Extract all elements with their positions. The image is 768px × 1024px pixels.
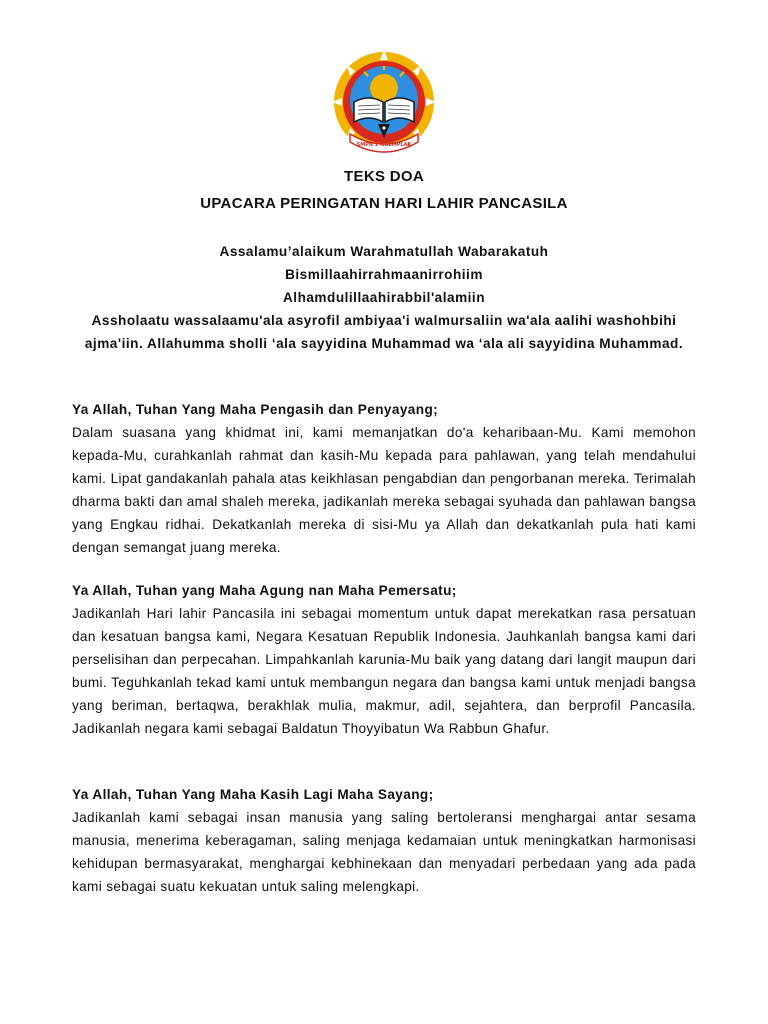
greeting-hamdalah: Alhamdulillaahirabbil'alamiin bbox=[282, 290, 486, 305]
section-heading: Ya Allah, Tuhan Yang Maha Kasih Lagi Maha Sayang; bbox=[72, 787, 434, 802]
document-subtitle: UPACARA PERINGATAN HARI LAHIR PANCASILA bbox=[200, 195, 568, 212]
prayer-section-2 bbox=[72, 579, 696, 740]
logo-text: SMPN 2 NGEMPLAK bbox=[356, 142, 412, 148]
prayer-section-3 bbox=[72, 783, 696, 898]
greeting-sholawat: Assholaatu wassalaamu'ala asyrofil ambiyaa'i walmursaliin wa'ala aalihi washohbihi ajma'iin. Allahumma sholli ‘ala sayyidina Muhammad wa ‘ala ali sayyidina Muhammad. bbox=[84, 313, 684, 351]
section-body: Jadikanlah Hari lahir Pancasila ini sebagai momentum untuk dapat merekatkan rasa persatuan dan kesatuan bangsa kami, Negara Kesatuan Republik Indonesia. Jauhkanlah bangsa kami dari perselisihan dan perpecahan. Limpahkanlah karunia-Mu baik yang datang dari langit maupun dari bumi. Teguhkanlah tekad kami untuk membangun negara dan bangsa kami untuk menjadi bangsa yang beriman, bertaqwa, berakhlak mulia, makmur, adil, sejahtera, dan berprofil Pancasila. Jadikanlah negara kami sebagai Baldatun Thoyyibatun Wa Rabbun Ghafur. bbox=[72, 606, 696, 736]
prayer-section-1 bbox=[72, 398, 696, 559]
greeting-salam: Assalamu’alaikum Warahmatullah Wabarakatuh bbox=[219, 244, 549, 259]
section-body: Dalam suasana yang khidmat ini, kami memanjatkan do'a keharibaan-Mu. Kami memohon kepada-Mu, curahkanlah rahmat dan kasih-Mu kepada para pahlawan, yang telah mendahului kami. Lipat gandakanlah pahala atas keikhlasan pengabdian dan pengorbanan mereka. Terimalah dharma bakti dan amal shaleh mereka, jadikanlah mereka sebagai syuhada dan pahlawan bangsa yang Engkau ridhai. Dekatkanlah mereka di sisi-Mu ya Allah dan dekatkanlah pula hati kami dengan semangat juang mereka. bbox=[72, 425, 696, 555]
section-heading: Ya Allah, Tuhan Yang Maha Pengasih dan Penyayang; bbox=[72, 402, 439, 417]
school-logo bbox=[320, 50, 448, 158]
document-title: TEKS DOA bbox=[344, 168, 424, 185]
section-heading: Ya Allah, Tuhan yang Maha Agung nan Maha Pemersatu; bbox=[72, 583, 457, 598]
section-body: Jadikanlah kami sebagai insan manusia yang saling bertoleransi menghargai antar sesama manusia, menerima keberagaman, saling menjaga kedamaian untuk meningkatkan harmonisasi kehidupan bermasyarakat, menghargai kebhinekaan dan menyadari perbedaan yang ada pada kami sebagai suatu kekuatan untuk saling melengkapi. bbox=[72, 810, 696, 894]
greeting-basmalah: Bismillaahirrahmaanirrohiim bbox=[285, 267, 483, 282]
